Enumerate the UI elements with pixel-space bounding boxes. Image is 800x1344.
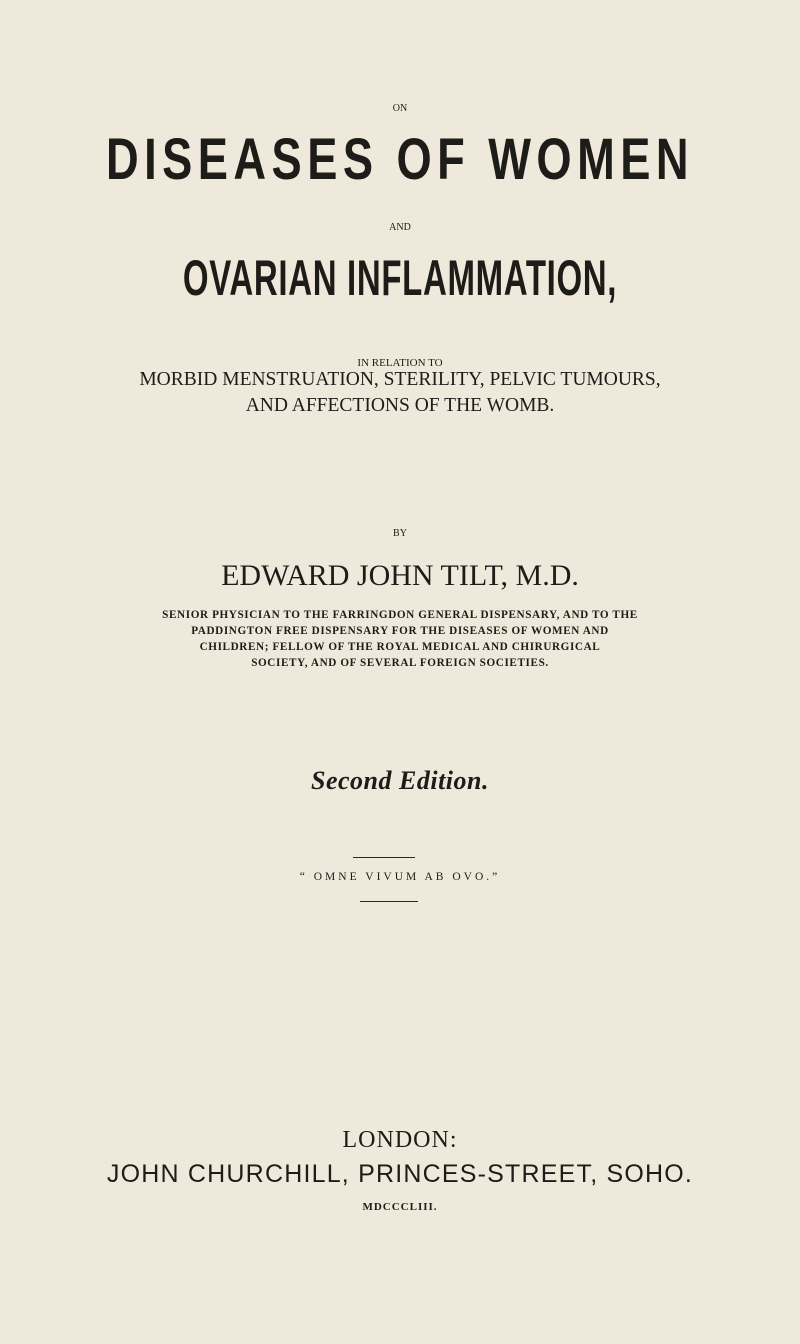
credentials-line: CHILDREN; FELLOW OF THE ROYAL MEDICAL AND CHIRURGICAL bbox=[199, 641, 601, 653]
preposition-on: ON bbox=[392, 103, 408, 114]
conjunction-and: AND bbox=[389, 222, 411, 233]
motto: “ OMNE VIVUM AB OVO.” bbox=[299, 871, 501, 883]
divider-rule bbox=[360, 901, 418, 902]
relation-label: IN RELATION TO bbox=[357, 357, 443, 369]
imprint-publisher: JOHN CHURCHILL, PRINCES-STREET, SOHO. bbox=[106, 1160, 694, 1188]
credentials-line: SENIOR PHYSICIAN TO THE FARRINGDON GENERAL DISPENSARY, AND TO THE bbox=[162, 609, 638, 621]
subtitle-line-2: AND AFFECTIONS OF THE WOMB. bbox=[245, 395, 555, 416]
main-title: DISEASES OF WOMEN bbox=[106, 127, 694, 192]
credentials-line: SOCIETY, AND OF SEVERAL FOREIGN SOCIETIES. bbox=[251, 657, 549, 669]
second-title: OVARIAN INFLAMMATION, bbox=[182, 250, 618, 306]
edition-label: Second Edition. bbox=[311, 766, 489, 795]
divider-rule bbox=[353, 857, 415, 858]
imprint-city: LONDON: bbox=[342, 1127, 458, 1153]
credentials-line: PADDINGTON FREE DISPENSARY FOR THE DISEASES OF WOMEN AND bbox=[191, 625, 609, 637]
author-name: EDWARD JOHN TILT, M.D. bbox=[221, 559, 579, 592]
by-label: BY bbox=[393, 528, 407, 539]
imprint-date: MDCCCLIII. bbox=[362, 1201, 438, 1213]
subtitle-line-1: MORBID MENSTRUATION, STERILITY, PELVIC TUMOURS, bbox=[139, 369, 661, 390]
